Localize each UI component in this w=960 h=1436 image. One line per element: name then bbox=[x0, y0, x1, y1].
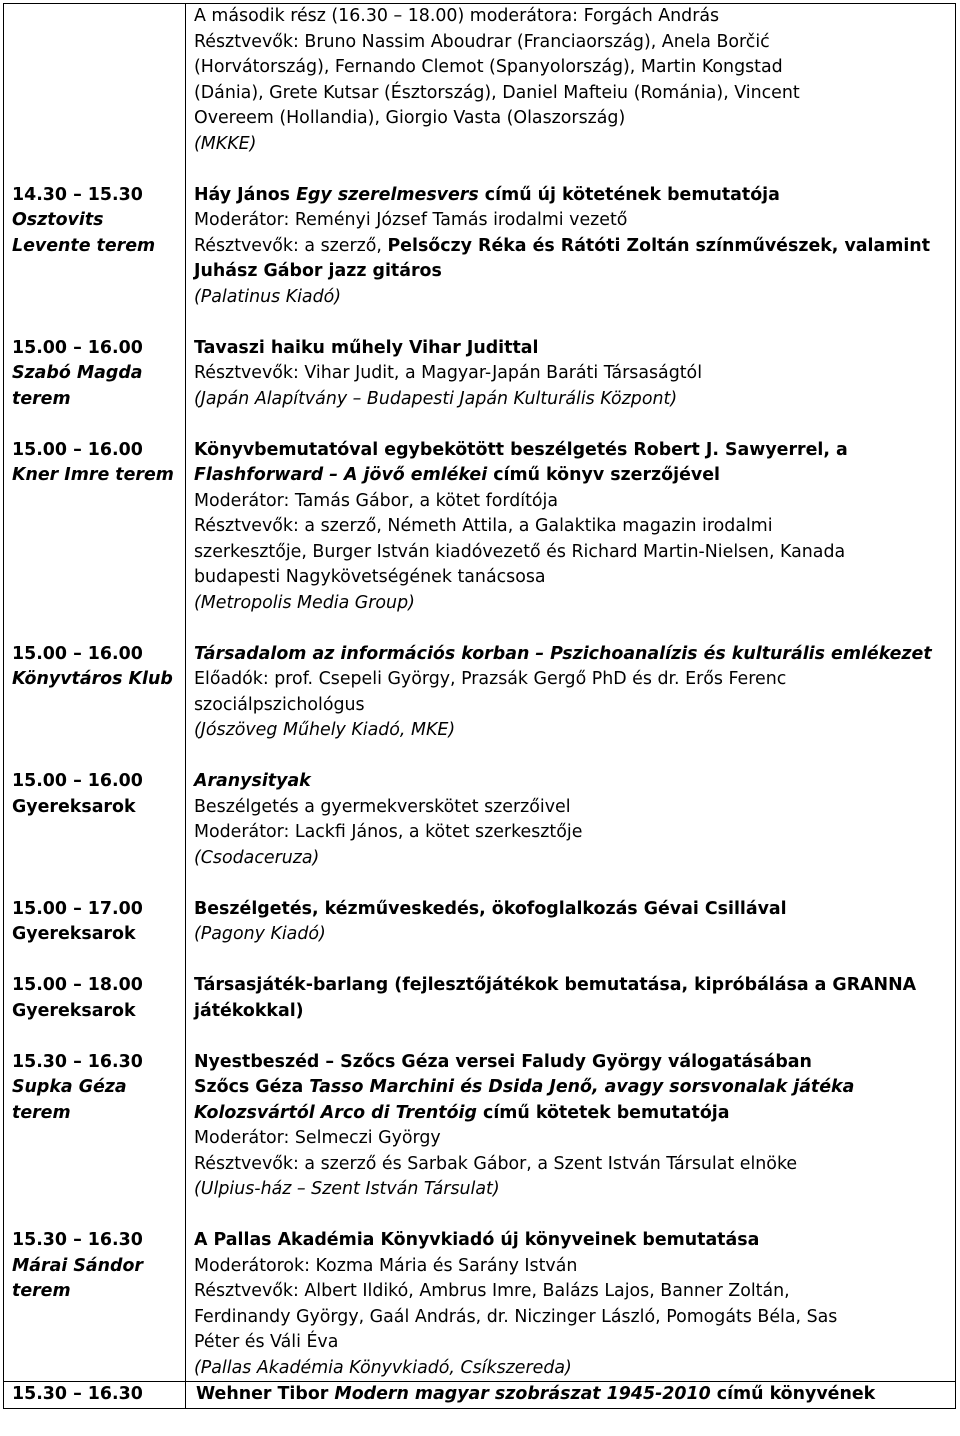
slot-time: 15.00 – 16.00 bbox=[12, 771, 143, 791]
text-segment: (Pallas Akadémia Könyvkiadó, Csíkszereda) bbox=[194, 1357, 572, 1378]
text-segment: Moderátor: Reményi József Tamás irodalmi vezető bbox=[194, 210, 628, 230]
text-segment: Résztvevők: Vihar Judit, a Magyar-Japán Baráti Társaságtól bbox=[194, 363, 703, 383]
text-line bbox=[196, 1382, 955, 1408]
slot-room: Márai Sándor bbox=[12, 1255, 143, 1276]
slot-time: 15.00 – 17.00 bbox=[12, 898, 143, 919]
text-segment: című könyvének bbox=[710, 1384, 876, 1404]
text-line bbox=[194, 208, 955, 234]
text-line bbox=[194, 973, 955, 999]
text-line bbox=[194, 1126, 955, 1152]
details-column bbox=[186, 4, 956, 1382]
text-segment: Résztvevők: Albert Ildikó, Ambrus Imre, Balázs Lajos, Banner Zoltán, bbox=[194, 1281, 790, 1301]
last-time-cell bbox=[4, 1382, 186, 1409]
text-segment: (Japán Alapítvány – Budapesti Japán Kulturális Központ) bbox=[194, 388, 678, 409]
program-entry bbox=[194, 336, 955, 413]
program-entry bbox=[194, 183, 955, 311]
text-line bbox=[194, 1305, 955, 1331]
text-line bbox=[194, 897, 955, 923]
text-segment: Ferdinandy György, Gaál András, dr. Niczinger László, Pomogáts Béla, Sas bbox=[194, 1306, 838, 1327]
text-line bbox=[194, 540, 955, 566]
program-entry bbox=[194, 642, 955, 744]
spacer bbox=[194, 948, 955, 974]
time-slot bbox=[12, 897, 185, 948]
text-segment: (Metropolis Media Group) bbox=[194, 592, 415, 613]
text-line bbox=[194, 1101, 955, 1127]
text-line bbox=[194, 106, 955, 132]
text-line bbox=[194, 463, 955, 489]
spacer bbox=[194, 1203, 955, 1229]
spacer bbox=[194, 412, 955, 438]
text-segment: Tavaszi haiku műhely Vihar Judittal bbox=[194, 337, 539, 358]
spacer bbox=[194, 871, 955, 897]
program-table bbox=[3, 3, 956, 1409]
text-segment: Moderátor: Lackfi János, a kötet szerkesztője bbox=[194, 822, 583, 842]
text-line bbox=[194, 846, 955, 872]
slot-room: Supka Géza bbox=[12, 1077, 127, 1097]
spacer bbox=[194, 744, 955, 770]
program-row-last bbox=[4, 1382, 956, 1409]
time-slot bbox=[12, 1050, 185, 1127]
text-segment: Beszélgetés, kézműveskedés, ökofoglalkozás Gévai Csillával bbox=[194, 898, 787, 919]
text-line bbox=[194, 922, 955, 948]
last-detail-cell bbox=[186, 1382, 956, 1409]
text-segment: című új kötetének bemutatója bbox=[478, 184, 780, 205]
program-entry bbox=[194, 769, 955, 871]
time-slot bbox=[12, 769, 185, 820]
text-line bbox=[194, 718, 955, 744]
text-segment: Háy János bbox=[194, 184, 297, 205]
text-segment: Szőcs Géza bbox=[194, 1077, 310, 1097]
text-segment: Könyvbemutatóval egybekötött beszélgetés Robert J. Sawyerrel, a bbox=[194, 439, 848, 460]
text-segment: (Dánia), Grete Kutsar (Észtország), Daniel Mafteiu (Románia), Vincent bbox=[194, 82, 800, 103]
text-line bbox=[194, 667, 955, 693]
text-segment: Modern magyar szobrászat 1945-2010 bbox=[334, 1384, 711, 1404]
time-slot bbox=[12, 642, 185, 693]
slot-room: terem bbox=[12, 1102, 71, 1123]
text-line bbox=[194, 438, 955, 464]
slot-time: 15.00 – 16.00 bbox=[12, 439, 143, 460]
slot-room: terem bbox=[12, 1281, 71, 1301]
program-entry bbox=[194, 438, 955, 617]
text-line bbox=[194, 132, 955, 158]
text-segment: Moderátor: Selmeczi György bbox=[194, 1128, 441, 1148]
program-entry bbox=[194, 897, 955, 948]
spacer bbox=[194, 310, 955, 336]
text-segment: Résztvevők: Bruno Nassim Aboudrar (Franciaország), Anela Borčić bbox=[194, 31, 770, 52]
text-line bbox=[194, 1356, 955, 1382]
slot-time: 15.00 – 18.00 bbox=[12, 975, 143, 995]
text-line bbox=[194, 1228, 955, 1254]
text-segment: Egy szerelmesvers bbox=[296, 184, 479, 205]
text-segment: (Horvátország), Fernando Clemot (Spanyolország), Martin Kongstad bbox=[194, 57, 783, 77]
text-line bbox=[194, 642, 955, 668]
slot-room: Osztovits bbox=[12, 210, 104, 230]
text-line bbox=[194, 361, 955, 387]
text-line bbox=[194, 234, 955, 260]
text-line bbox=[194, 1254, 955, 1280]
text-line bbox=[194, 4, 955, 30]
text-segment: (Pagony Kiadó) bbox=[194, 924, 326, 944]
slot-time: 14.30 – 15.30 bbox=[12, 184, 143, 205]
text-segment: Nyestbeszéd – Szőcs Géza versei Faludy György válogatásában bbox=[194, 1051, 812, 1072]
text-segment: Wehner Tibor bbox=[196, 1384, 335, 1404]
spacer bbox=[194, 1024, 955, 1050]
text-segment: A Pallas Akadémia Könyvkiadó új könyveinek bemutatása bbox=[194, 1230, 760, 1250]
text-segment: (Csodaceruza) bbox=[194, 847, 320, 868]
slot-time: 15.00 – 16.00 bbox=[12, 337, 143, 358]
text-segment: Beszélgetés a gyermekverskötet szerzőivel bbox=[194, 796, 571, 817]
slot-time: 15.30 – 16.30 bbox=[12, 1230, 143, 1250]
text-line bbox=[194, 183, 955, 209]
time-slot bbox=[12, 336, 185, 413]
text-segment: Juhász Gábor jazz gitáros bbox=[194, 261, 442, 281]
text-segment: szerkesztője, Burger István kiadóvezető és Richard Martin-Nielsen, Kanada bbox=[194, 541, 846, 562]
program-entry bbox=[194, 973, 955, 1024]
program-row-main bbox=[4, 4, 956, 1382]
spacer bbox=[194, 616, 955, 642]
slot-time: 15.00 – 16.00 bbox=[12, 643, 143, 664]
text-line bbox=[194, 30, 955, 56]
text-line bbox=[194, 999, 955, 1025]
text-segment: Résztvevők: a szerző, bbox=[194, 235, 388, 256]
time-slot bbox=[12, 183, 185, 260]
time-slot bbox=[12, 973, 185, 1024]
text-line bbox=[194, 1152, 955, 1178]
spacer bbox=[194, 157, 955, 183]
text-segment: Pelsőczy Réka és Rátóti Zoltán színművészek, valamint bbox=[387, 235, 931, 256]
slot-room: Szabó Magda bbox=[12, 363, 143, 383]
text-line bbox=[194, 1279, 955, 1305]
text-segment: Péter és Váli Éva bbox=[194, 1332, 339, 1352]
text-segment: Társadalom az információs korban – Pszichoanalízis és kulturális emlékezet bbox=[194, 643, 932, 664]
text-line bbox=[194, 693, 955, 719]
slot-room: Levente terem bbox=[12, 235, 156, 256]
text-line bbox=[194, 565, 955, 591]
time-room-column bbox=[4, 4, 186, 1382]
text-segment: Overeem (Hollandia), Giorgio Vasta (Olaszország) bbox=[194, 108, 626, 128]
text-segment: Kolozsvártól Arco di Trentóig bbox=[194, 1102, 477, 1123]
text-line bbox=[194, 1177, 955, 1203]
text-segment: Aranysityak bbox=[194, 771, 311, 791]
text-segment: szociálpszichológus bbox=[194, 694, 365, 715]
text-segment: Résztvevők: a szerző és Sarbak Gábor, a Szent István Társulat elnöke bbox=[194, 1153, 798, 1174]
time-slot bbox=[12, 438, 185, 489]
text-line bbox=[194, 1050, 955, 1076]
text-line bbox=[194, 336, 955, 362]
slot-time: 15.30 – 16.30 bbox=[12, 1051, 143, 1072]
text-line bbox=[194, 769, 955, 795]
program-entry bbox=[194, 1228, 955, 1381]
text-segment: játékokkal) bbox=[194, 1000, 304, 1021]
text-line bbox=[194, 820, 955, 846]
text-segment: Tasso Marchini és Dsida Jenő, avagy sorsvonalak játéka bbox=[309, 1077, 855, 1097]
slot-room: Kner Imre terem bbox=[12, 465, 174, 485]
text-segment: Flashforward – A jövő emlékei bbox=[194, 465, 488, 485]
text-line bbox=[194, 55, 955, 81]
text-segment: (MKKE) bbox=[194, 133, 257, 154]
text-line bbox=[194, 514, 955, 540]
text-segment: (Ulpius-ház – Szent István Társulat) bbox=[194, 1179, 500, 1199]
text-segment: (Palatinus Kiadó) bbox=[194, 286, 342, 307]
text-line bbox=[194, 489, 955, 515]
text-line bbox=[194, 1075, 955, 1101]
text-line bbox=[194, 81, 955, 107]
text-line bbox=[194, 387, 955, 413]
slot-room: Gyereksarok bbox=[12, 796, 136, 817]
text-segment: Társasjáték-barlang (fejlesztőjátékok bemutatása, kipróbálása a GRANNA bbox=[194, 975, 917, 995]
program-entry bbox=[194, 1050, 955, 1203]
text-segment: című könyv szerzőjével bbox=[487, 465, 720, 485]
text-segment: Résztvevők: a szerző, Németh Attila, a Galaktika magazin irodalmi bbox=[194, 516, 773, 536]
text-line bbox=[194, 259, 955, 285]
time-slot bbox=[12, 1228, 185, 1305]
slot-room: Gyereksarok bbox=[12, 924, 136, 944]
slot-room: terem bbox=[12, 388, 71, 409]
text-segment: című kötetek bemutatója bbox=[476, 1102, 730, 1123]
text-segment: Moderátor: Tamás Gábor, a kötet fordítója bbox=[194, 490, 559, 511]
slot-time: 15.30 – 16.30 bbox=[12, 1384, 143, 1404]
text-segment: A második rész (16.30 – 18.00) moderátora: Forgách András bbox=[194, 6, 720, 26]
slot-room: Gyereksarok bbox=[12, 1000, 136, 1021]
text-line bbox=[194, 591, 955, 617]
program-entry bbox=[194, 4, 955, 157]
text-segment: (Jószöveg Műhely Kiadó, MKE) bbox=[194, 720, 456, 740]
text-line bbox=[194, 1330, 955, 1356]
text-segment: Előadók: prof. Csepeli György, Prazsák Gergő PhD és dr. Erős Ferenc bbox=[194, 669, 787, 689]
slot-room: Könyvtáros Klub bbox=[12, 669, 173, 689]
text-segment: Moderátorok: Kozma Mária és Sarány István bbox=[194, 1255, 578, 1276]
text-line bbox=[194, 285, 955, 311]
text-segment: budapesti Nagykövetségének tanácsosa bbox=[194, 567, 546, 587]
text-line bbox=[194, 795, 955, 821]
